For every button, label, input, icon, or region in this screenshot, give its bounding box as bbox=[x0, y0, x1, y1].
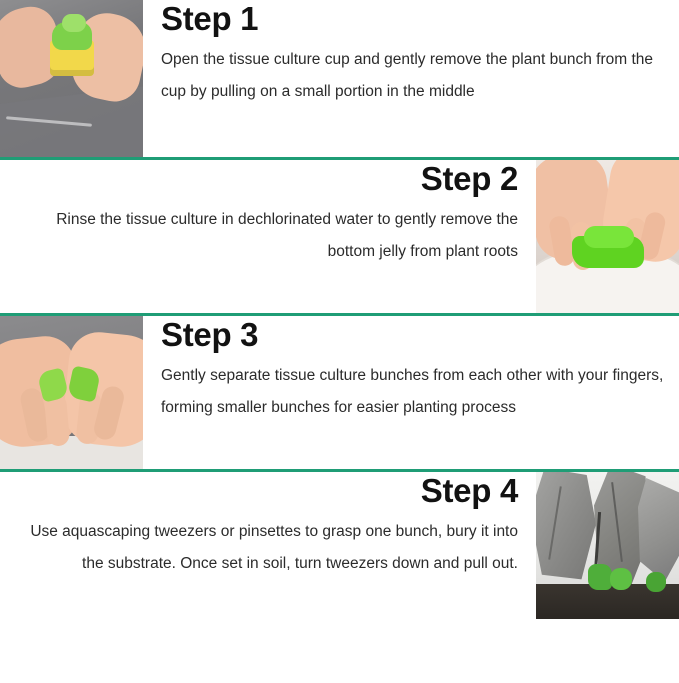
step-2-image bbox=[536, 160, 679, 313]
step-block-2 bbox=[0, 160, 679, 313]
step-block-4 bbox=[0, 472, 679, 619]
step-2-row bbox=[0, 160, 679, 313]
step-4-title: Step 4 bbox=[420, 472, 518, 509]
step-2-description: Rinse the tissue culture in dechlorinated water to gently remove the bottom jelly from plant roots bbox=[56, 210, 518, 260]
step-4-image bbox=[536, 472, 679, 619]
step-block-1 bbox=[0, 0, 679, 157]
planted-bunch-shape bbox=[610, 568, 632, 590]
planted-bunch-shape bbox=[646, 572, 666, 592]
step-3-text-column bbox=[143, 316, 679, 423]
step-4-row bbox=[0, 472, 679, 619]
step-block-3 bbox=[0, 316, 679, 469]
step-2-text-column bbox=[0, 160, 536, 267]
step-2-title: Step 2 bbox=[420, 160, 518, 197]
step-3-image bbox=[0, 316, 143, 469]
step-1-row bbox=[0, 0, 679, 157]
plant-bunch-top-shape bbox=[584, 226, 634, 248]
step-1-description: Open the tissue culture cup and gently remove the plant bunch from the cup by pulling on a small portion in the middle bbox=[161, 50, 653, 100]
step-4-description: Use aquascaping tweezers or pinsettes to grasp one bunch, bury it into the substrate. Once set in soil, turn tweezers down and pull out. bbox=[30, 522, 518, 572]
step-1-title: Step 1 bbox=[161, 0, 259, 37]
step-3-row bbox=[0, 316, 679, 469]
step-4-text-column bbox=[0, 472, 536, 579]
step-3-description: Gently separate tissue culture bunches from each other with your fingers, forming smaller bunches for easier planting process bbox=[161, 366, 664, 416]
plant-bunch-top-shape bbox=[62, 14, 86, 32]
step-1-text-column bbox=[143, 0, 679, 107]
planted-bunch-shape bbox=[588, 564, 612, 590]
step-1-image bbox=[0, 0, 143, 157]
step-3-title: Step 3 bbox=[161, 316, 259, 353]
